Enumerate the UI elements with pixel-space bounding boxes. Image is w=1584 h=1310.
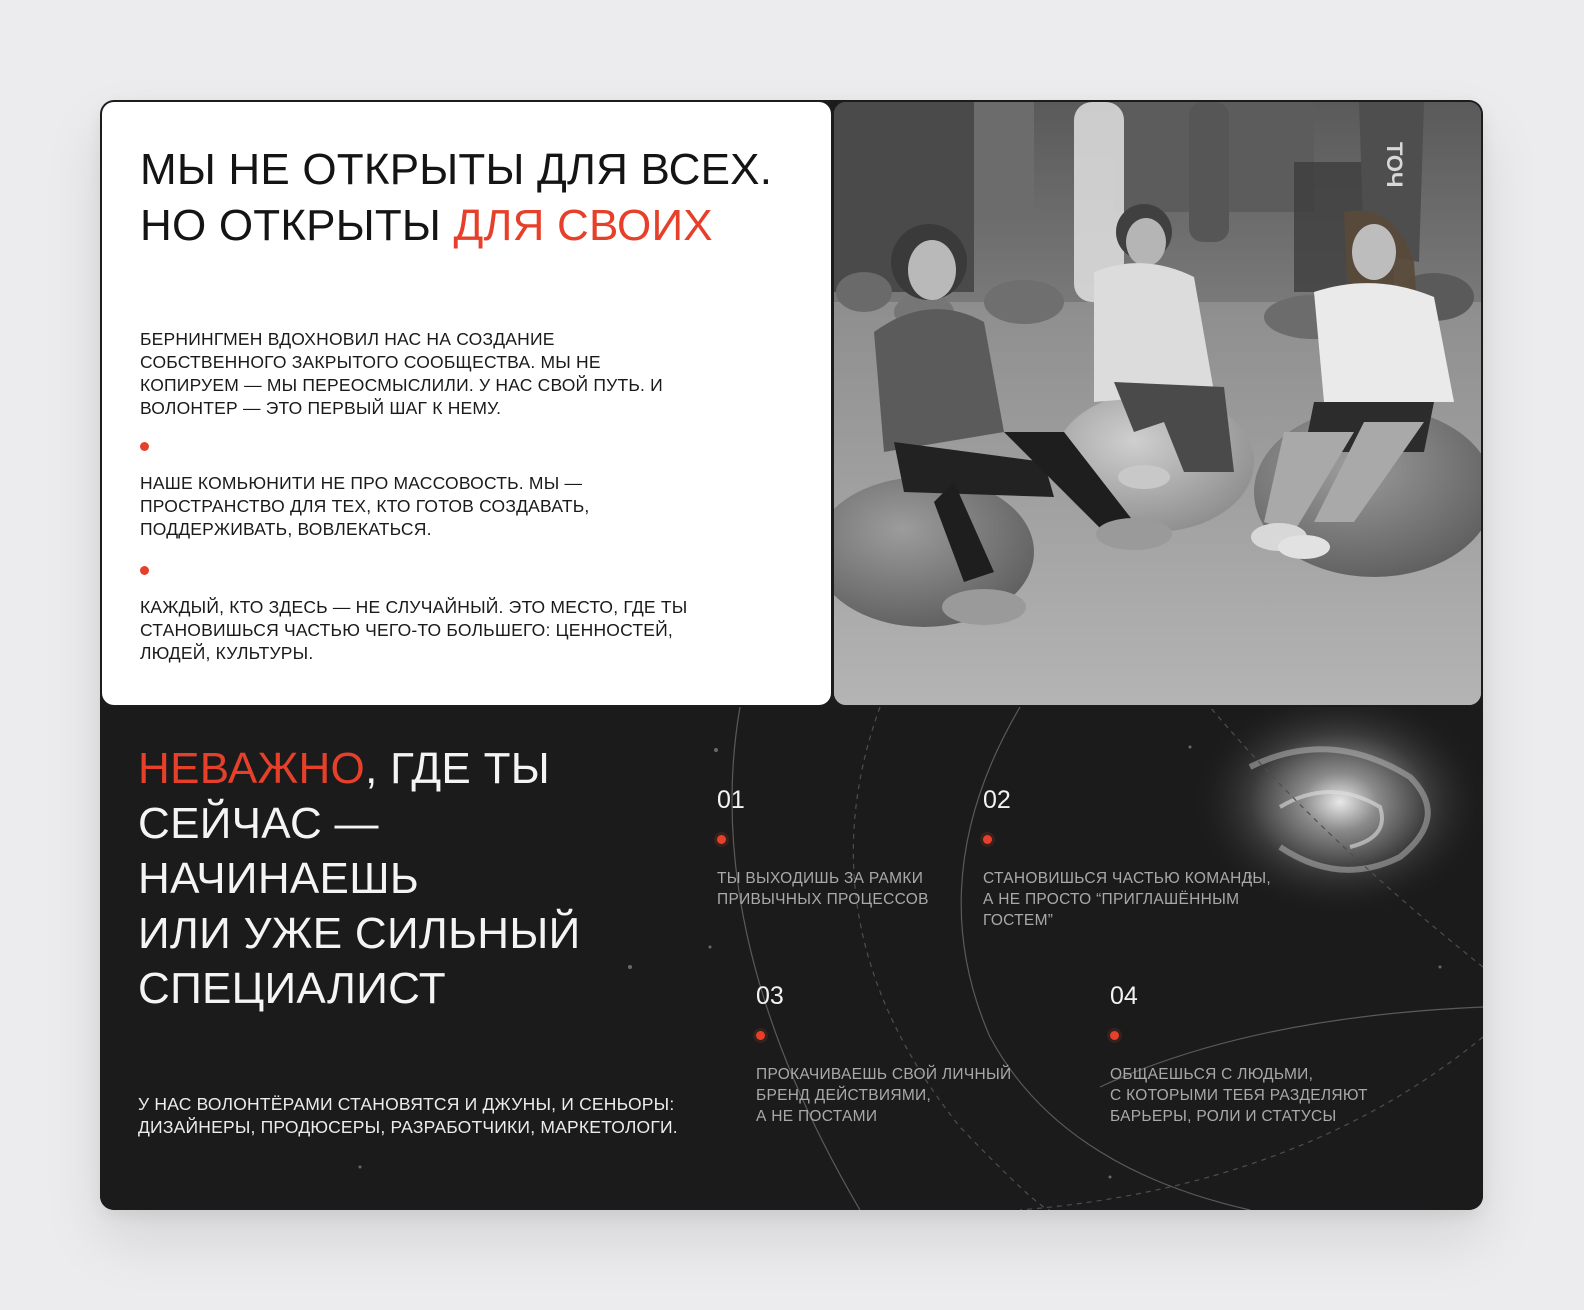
intro-paragraph-1: БЕРНИНГМЕН ВДОХНОВИЛ НАС НА СОЗДАНИЕ СОБСТВЕННОГО ЗАКРЫТОГО СООБЩЕСТВА. МЫ НЕ КОПИРУЕМ — МЫ ПЕРЕОСМЫСЛИЛИ. У НАС СВОЙ ПУТЬ. И ВОЛОНТЕР — ЭТО ПЕРВЫЙ ШАГ К НЕМУ.	[140, 329, 663, 418]
intro-title-line2: НО ОТКРЫТЫ	[140, 201, 454, 250]
red-dot-separator	[140, 442, 149, 451]
orbit-dot	[983, 835, 992, 844]
intro-title-line1: МЫ НЕ ОТКРЫТЫ ДЛЯ ВСЕХ.	[140, 145, 773, 194]
step-text: ОБЩАЕШЬСЯ С ЛЮДЬМИ, С КОТОРЫМИ ТЕБЯ РАЗДЕЛЯЮТ БАРЬЕРЫ, РОЛИ И СТАТУСЫ	[1110, 1066, 1368, 1125]
step-text: ПРОКАЧИВАЕШЬ СВОЙ ЛИЧНЫЙ БРЕНД ДЕЙСТВИЯМИ, А НЕ ПОСТАМИ	[756, 1066, 1012, 1125]
banner-text: ТОЧ	[1382, 142, 1407, 188]
step-number: 03	[756, 982, 784, 1010]
audience-note: У НАС ВОЛОНТЁРАМИ СТАНОВЯТСЯ И ДЖУНЫ, И СЕНЬОРЫ: ДИЗАЙНЕРЫ, ПРОДЮСЕРЫ, РАЗРАБОТЧИКИ, МАРКЕТОЛОГИ.	[138, 1094, 678, 1137]
step-number: 04	[1110, 982, 1138, 1010]
intro-title	[140, 142, 795, 254]
step-text: СТАНОВИШЬСЯ ЧАСТЬЮ КОМАНДЫ, А НЕ ПРОСТО “ПРИГЛАШЁННЫМ ГОСТЕМ”	[983, 870, 1272, 929]
audience-title-line2: СЕЙЧАС —	[138, 799, 379, 848]
audience-title-line5: СПЕЦИАЛИСТ	[138, 964, 446, 1013]
step-number: 02	[983, 786, 1011, 814]
volunteers-photo-illustration	[834, 102, 1481, 705]
intro-title-accent: ДЛЯ СВОИХ	[453, 201, 713, 250]
audience-title-line4: ИЛИ УЖЕ СИЛЬНЫЙ	[138, 909, 581, 958]
volunteers-photo	[834, 102, 1481, 705]
intro-paragraph-2: НАШЕ КОМЬЮНИТИ НЕ ПРО МАССОВОСТЬ. МЫ — ПРОСТРАНСТВО ДЛЯ ТЕХ, КТО ГОТОВ СОЗДАВАТЬ, ПОДДЕРЖИВАТЬ, ВОВЛЕКАТЬСЯ.	[140, 473, 590, 539]
step-text: ТЫ ВЫХОДИШЬ ЗА РАМКИ ПРИВЫЧНЫХ ПРОЦЕССОВ	[717, 870, 929, 908]
audience-title-accent: НЕВАЖНО	[138, 744, 366, 793]
orbit-dot	[717, 835, 726, 844]
audience-title-line1: , ГДЕ ТЫ	[365, 744, 551, 793]
intro-card	[102, 102, 831, 705]
red-dot-separator	[140, 566, 149, 575]
orbit-dot	[1110, 1031, 1119, 1040]
intro-paragraph-3: КАЖДЫЙ, КТО ЗДЕСЬ — НЕ СЛУЧАЙНЫЙ. ЭТО МЕСТО, ГДЕ ТЫ СТАНОВИШЬСЯ ЧАСТЬЮ ЧЕГО-ТО БОЛЬШЕГО: ЦЕННОСТЕЙ, ЛЮДЕЙ, КУЛЬТУРЫ.	[140, 597, 688, 663]
step-item	[983, 785, 1283, 931]
step-item	[756, 981, 1056, 1127]
orbit-dot	[756, 1031, 765, 1040]
community-section	[100, 100, 1483, 1210]
audience-section	[100, 707, 1483, 1210]
step-item	[1110, 981, 1410, 1127]
audience-title-line3: НАЧИНАЕШЬ	[138, 854, 420, 903]
step-number: 01	[717, 786, 745, 814]
audience-title	[138, 741, 698, 1016]
step-item	[717, 785, 1017, 910]
